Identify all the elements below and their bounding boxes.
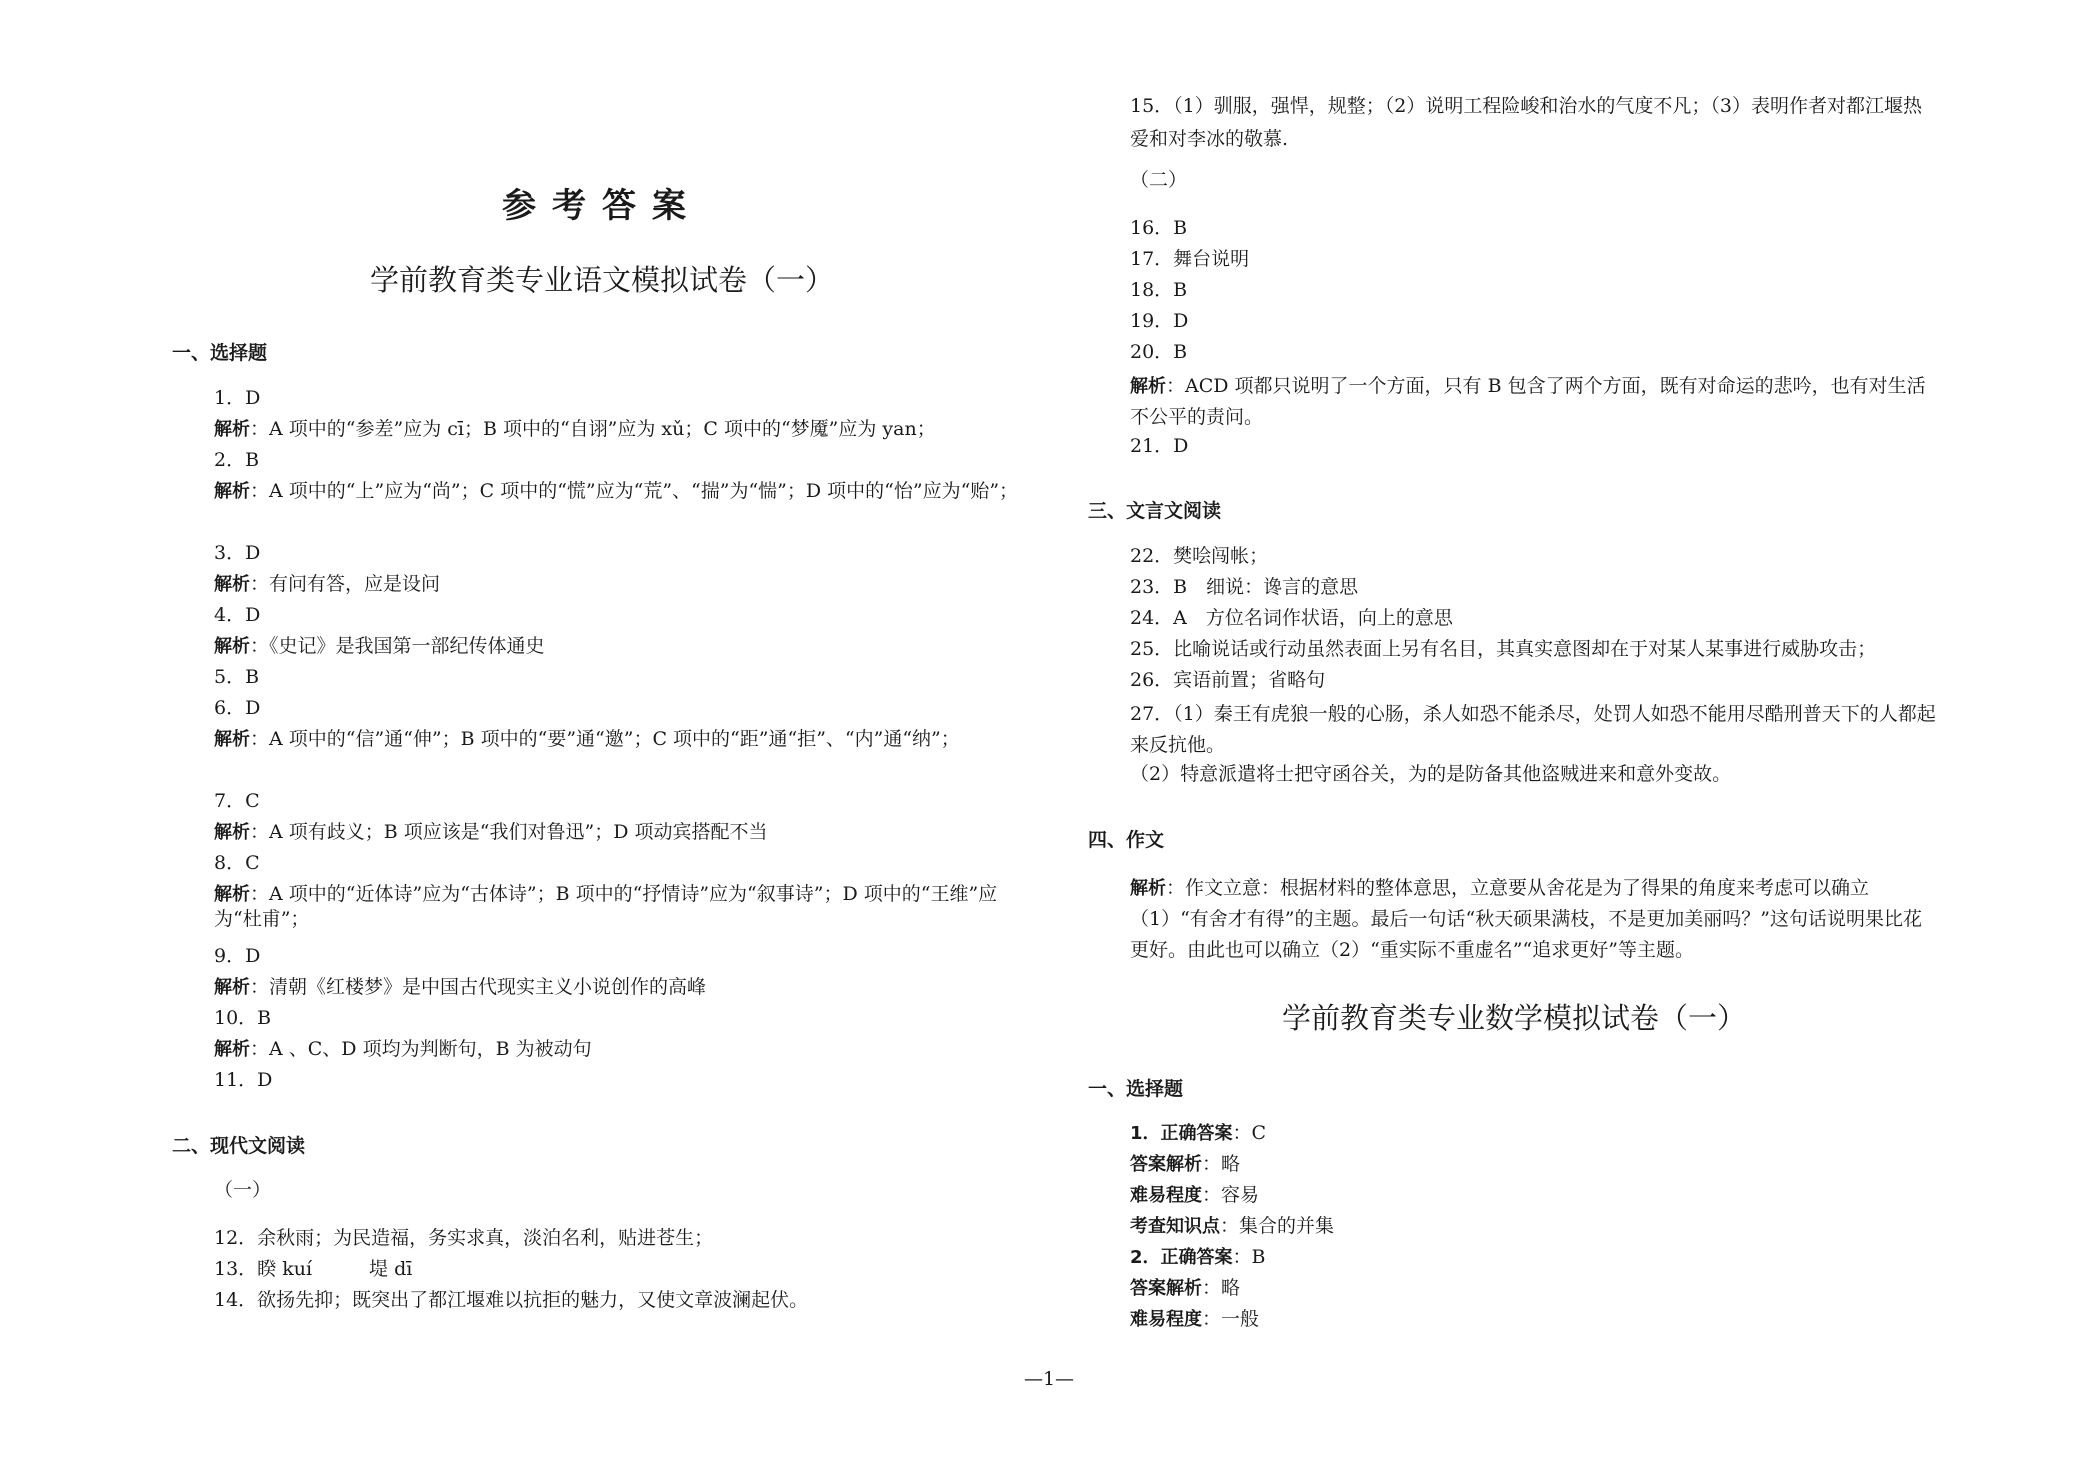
answer-5: 5．B (214, 666, 260, 688)
knowledge-point-label: 考查知识点 (1130, 1216, 1220, 1237)
explanation-label: 解析 (214, 636, 250, 657)
explanation-1 (172, 417, 1032, 442)
explanation-4 (172, 634, 1032, 659)
answer-1: 1．D (214, 387, 261, 409)
explanation-label: 解析 (214, 481, 250, 502)
section-heading-choice: 一、选择题 (172, 342, 268, 364)
answer-8: 8．C (214, 852, 260, 874)
section-heading-modern-reading: 二、现代文阅读 (172, 1135, 306, 1157)
answer-value: ：B (1232, 1246, 1266, 1268)
explanation-10 (172, 1037, 1032, 1062)
page-title: 参考答案 (502, 186, 702, 226)
answer-label: 2．正确答案 (1130, 1247, 1233, 1268)
difficulty-label: 难易程度 (1130, 1185, 1202, 1206)
explanation-7 (172, 820, 1032, 845)
explanation-8 (172, 882, 1032, 932)
explanation-label: 解析 (214, 884, 250, 905)
explanation-text: ：A 项中的“上”应为“尚”；C 项中的“慌”应为“荒”、“揣”为“惴”；D 项中的“怡”应为“贻”； (250, 480, 1019, 502)
difficulty-text: ：容易 (1202, 1184, 1260, 1206)
explanation-9 (172, 975, 1032, 1000)
explanation-text: ：作文立意：根据材料的整体意思，立意要从舍花是为了得果的角度来考虑可以确立（1）“有舍才有得”的主题。最后一句话“秋天硕果满枝，不是更加美丽吗？”这句话说明果比花更好。由此也可以确立（2）“重实际不重虚名”“追求更好”等主题。 (1130, 877, 1922, 961)
answer-25: 25．比喻说话或行动虽然表面上另有名目，其真实意图却在于对某人某事进行威胁攻击； (1130, 638, 1877, 660)
answer-21: 21．D (1130, 435, 1189, 457)
explanation-text: ：《史记》是我国第一部纪传体通史 (250, 635, 545, 657)
difficulty-label: 难易程度 (1130, 1309, 1202, 1330)
explanation-label: 答案解析 (1130, 1154, 1202, 1175)
answer-13: 13．睽 kuí 堤 dī (214, 1258, 413, 1280)
chinese-exam-title: 学前教育类专业语文模拟试卷（一） (369, 263, 834, 297)
answer-16: 16．B (1130, 217, 1188, 239)
answer-15: 15．（1）驯服，强悍，规整；（2）说明工程险峻和治水的气度不凡；（3）表明作者对都江堰热爱和对李冰的敬慕. (1130, 95, 1922, 150)
answer-value: ：C (1232, 1122, 1267, 1144)
answer-22: 22．樊哙闯帐； (1130, 545, 1269, 567)
answer-26: 26．宾语前置；省略句 (1130, 669, 1326, 691)
subsection-2: （二） (1130, 169, 1188, 191)
answer-27-part-2: （2）特意派遣将士把守函谷关，为的是防备其他盗贼进来和意外变故。 (1130, 763, 1732, 785)
explanation-label: 解析 (214, 1039, 250, 1060)
math-knowledge-point-1 (1088, 1214, 1940, 1239)
explanation-label: 解析 (214, 574, 250, 595)
section-heading-classical-reading: 三、文言文阅读 (1088, 500, 1222, 522)
explanation-text: ：A 项中的“参差”应为 cī；B 项中的“自诩”应为 xǔ；C 项中的“梦魇”应为 yan； (250, 418, 936, 440)
explanation-text: ：A 项中的“近体诗”应为“古体诗”；B 项中的“抒情诗”应为“叙事诗”；D 项中的“王维”应为“杜甫”； (214, 883, 998, 930)
section-heading-essay: 四、作文 (1088, 829, 1165, 851)
explanation-2 (172, 479, 1032, 504)
answer-10: 10．B (214, 1007, 272, 1029)
math-explanation-1 (1088, 1152, 1940, 1177)
explanation-text: ：有问有答，应是设问 (250, 573, 441, 595)
math-exam-title: 学前教育类专业数学模拟试卷（一） (1281, 1001, 1746, 1035)
answer-4: 4．D (214, 604, 261, 626)
answer-11: 11．D (214, 1069, 273, 1091)
explanation-text: ：A 项有歧义；B 项应该是“我们对鲁迅”；D 项动宾搭配不当 (250, 821, 768, 843)
explanation-text: ：略 (1202, 1277, 1241, 1299)
answer-6: 6．D (214, 697, 261, 719)
explanation-label: 解析 (1130, 376, 1166, 397)
math-answer-1 (1088, 1121, 1940, 1146)
explanation-text: ：清朝《红楼梦》是中国古代现实主义小说创作的高峰 (250, 976, 707, 998)
explanation-3 (172, 572, 1032, 597)
answer-9: 9．D (214, 945, 261, 967)
answer-14: 14．欲扬先抑；既突出了都江堰难以抗拒的魅力，又使文章波澜起伏。 (214, 1289, 809, 1311)
answer-17: 17．舞台说明 (1130, 248, 1250, 270)
explanation-text: ：ACD 项都只说明了一个方面，只有 B 包含了两个方面，既有对命运的悲吟，也有对生活不公平的责问。 (1130, 375, 1926, 428)
explanation-20 (1088, 371, 1940, 433)
essay-explanation (1088, 873, 1940, 966)
knowledge-point-text: ：集合的并集 (1220, 1215, 1335, 1237)
explanation-label: 解析 (214, 822, 250, 843)
answer-19: 19．D (1130, 310, 1189, 332)
explanation-label: 解析 (214, 729, 250, 750)
page-number: —1— (1023, 1368, 1075, 1390)
answer-12: 12．余秋雨；为民造福，务实求真，淡泊名利，贴进苍生； (214, 1227, 714, 1249)
section-heading-math-choice: 一、选择题 (1088, 1078, 1184, 1100)
math-difficulty-1 (1088, 1183, 1940, 1208)
explanation-text: ：A 、C、D 项均为判断句，B 为被动句 (250, 1038, 592, 1060)
explanation-label: 解析 (1130, 878, 1166, 899)
answer-24: 24．A 方位名词作状语，向上的意思 (1130, 607, 1453, 629)
math-answer-2 (1088, 1245, 1940, 1270)
explanation-6 (172, 727, 1032, 752)
explanation-label: 解析 (214, 977, 250, 998)
answer-7: 7．C (214, 790, 260, 812)
explanation-text: ：略 (1202, 1153, 1241, 1175)
answer-23: 23．B 细说：谗言的意思 (1130, 576, 1359, 598)
answer-27-part-1: 27．（1）秦王有虎狼一般的心肠，杀人如恐不能杀尽，处罚人如恐不能用尽酷刑普天下的人都起来反抗他。 (1130, 703, 1936, 756)
explanation-label: 答案解析 (1130, 1278, 1202, 1299)
answer-label: 1．正确答案 (1130, 1123, 1233, 1144)
answer-20: 20．B (1130, 341, 1188, 363)
explanation-text: ：A 项中的“信”通“伸”；B 项中的“要”通“邀”；C 项中的“距”通“拒”、“内”通“纳”； (250, 728, 960, 750)
math-difficulty-2 (1088, 1307, 1940, 1332)
answer-2: 2．B (214, 449, 260, 471)
difficulty-text: ：一般 (1202, 1308, 1260, 1330)
answer-3: 3．D (214, 542, 261, 564)
explanation-label: 解析 (214, 419, 250, 440)
math-explanation-2 (1088, 1276, 1940, 1301)
subsection-1: （一） (214, 1179, 272, 1201)
answer-18: 18．B (1130, 279, 1188, 301)
